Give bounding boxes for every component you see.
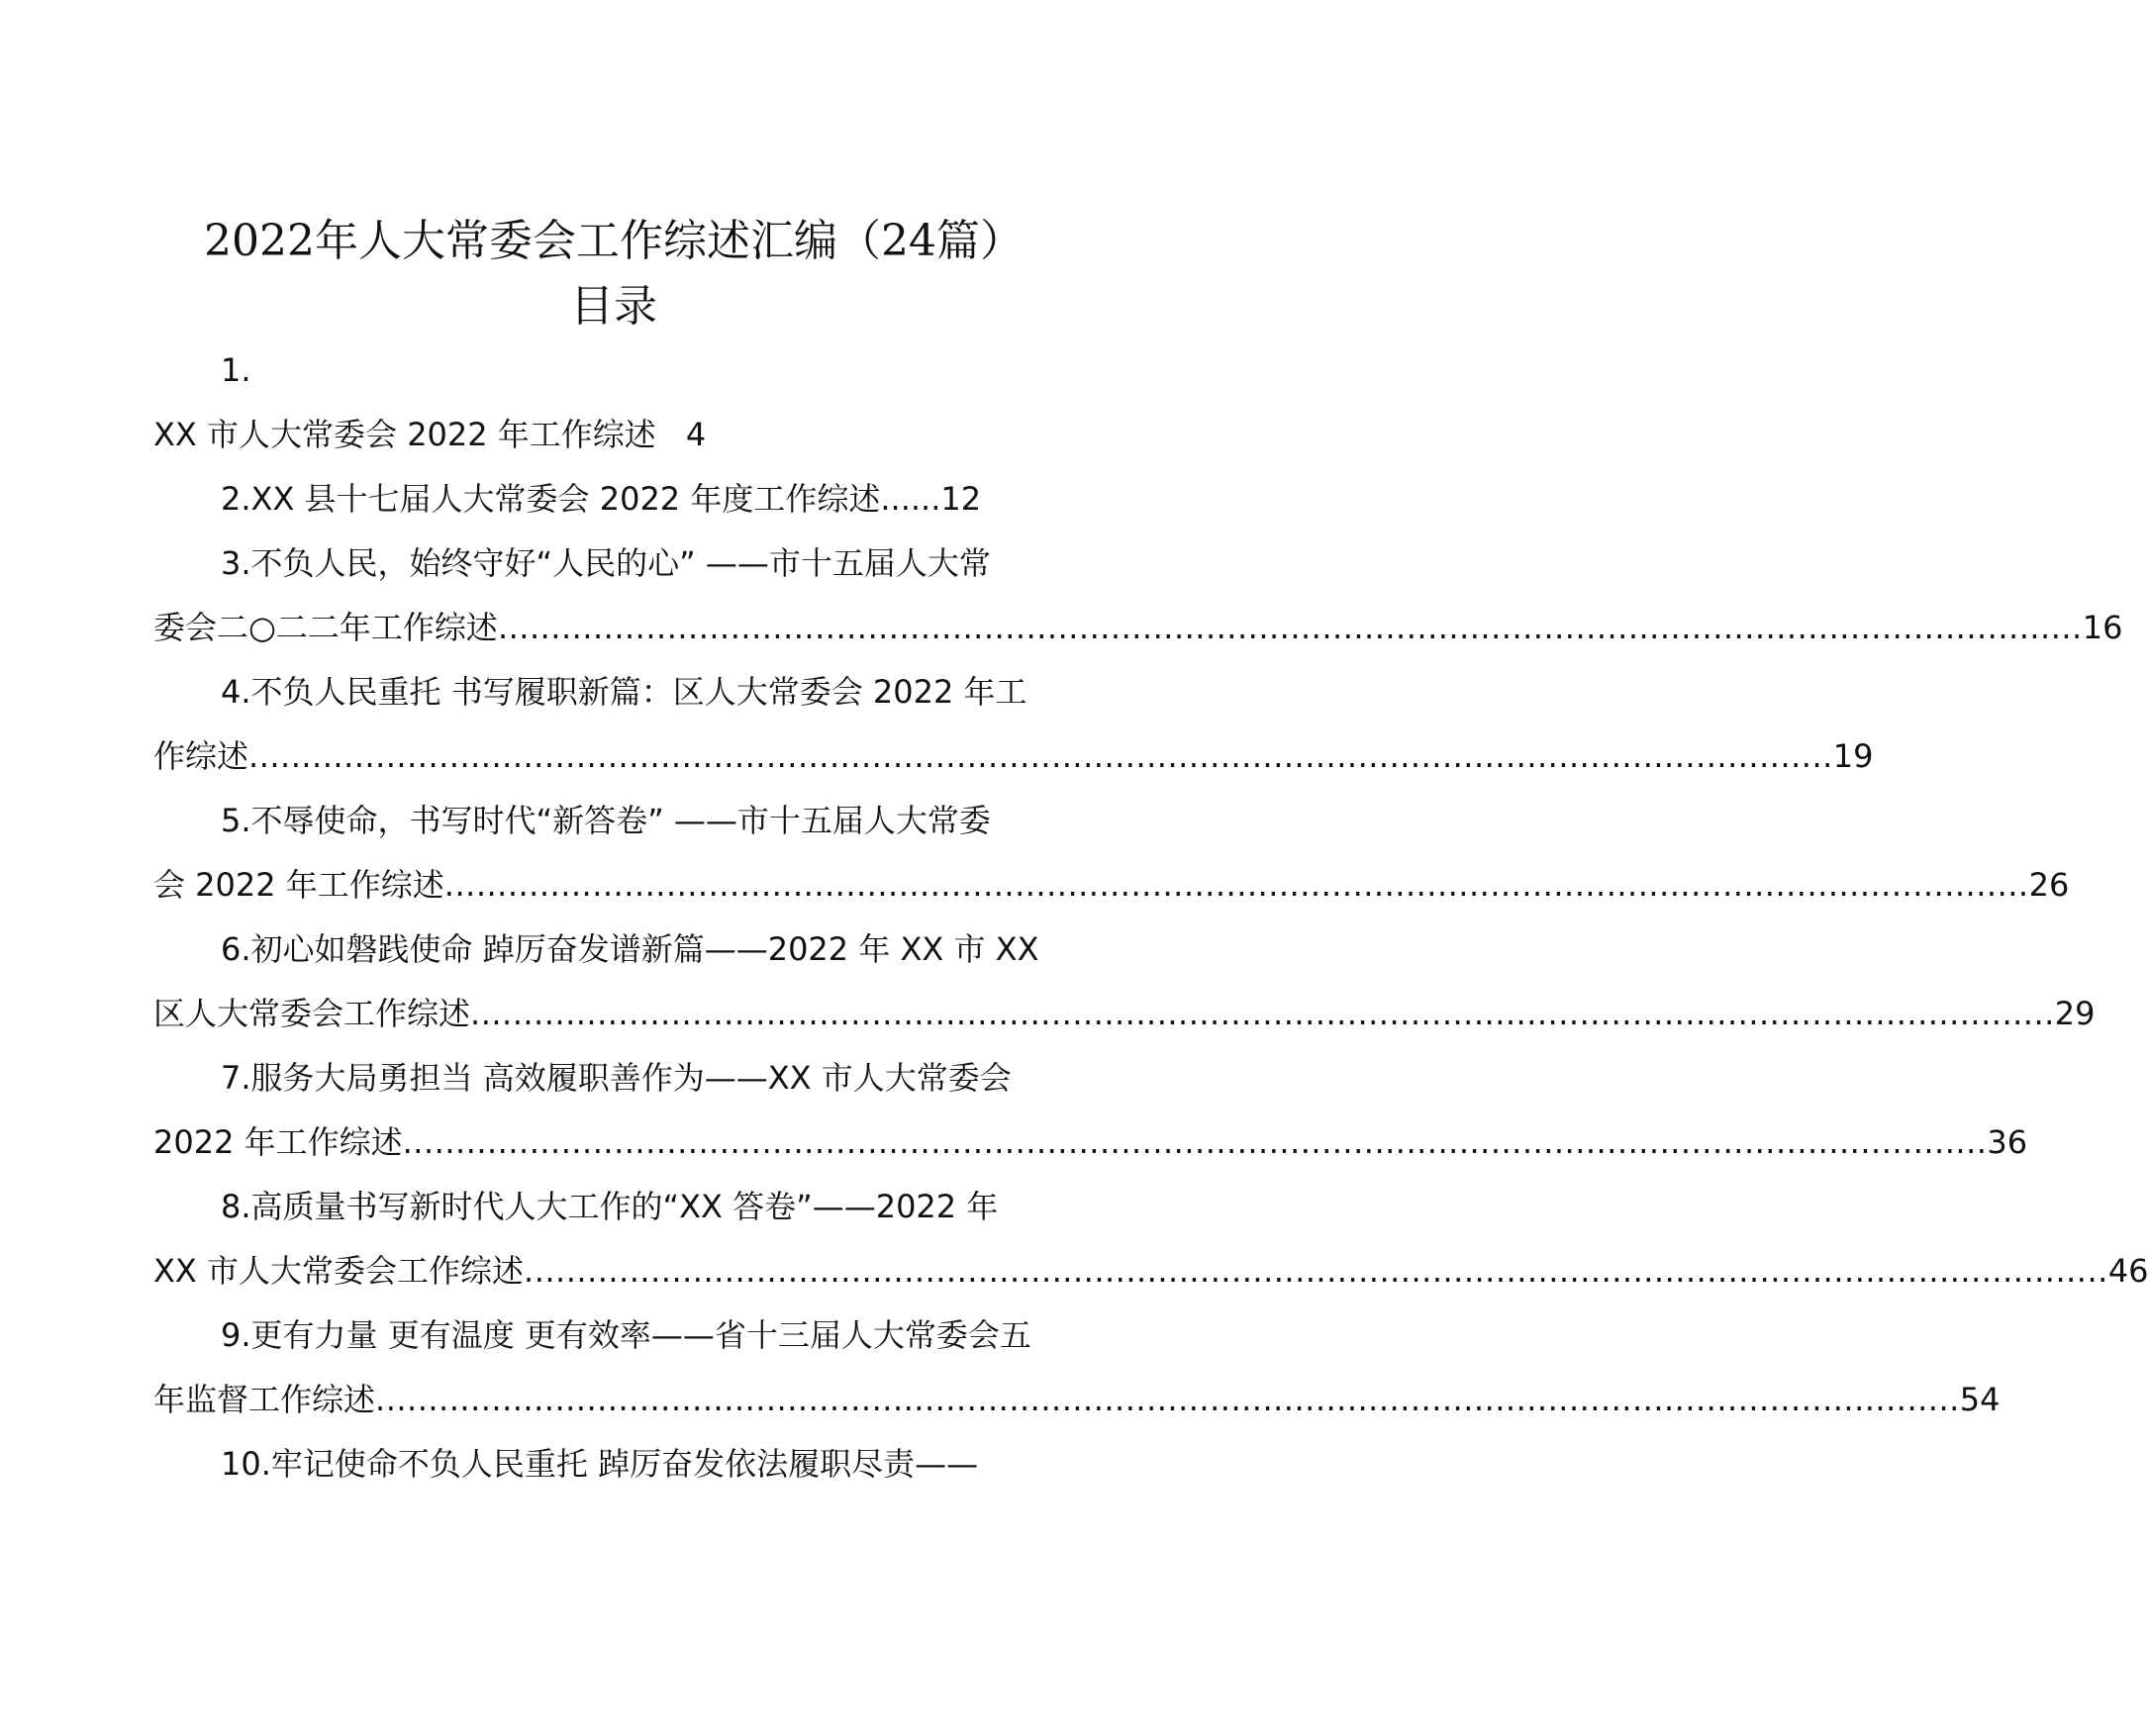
toc-entry-6-leader: ...................................................................................................................................................... bbox=[470, 995, 2055, 1032]
toc-entry-9-line-1[interactable]: 9.更有力量 更有温度 更有效率——省十三届人大常委会五 bbox=[221, 1316, 1031, 1354]
toc-entry-6-line-1[interactable]: 6.初心如磐践使命 踔厉奋发谱新篇——2022 年 XX 市 XX bbox=[221, 930, 1039, 968]
toc-entry-5-text: 会 2022 年工作综述 bbox=[153, 866, 444, 904]
toc-entry-9-line-2[interactable] bbox=[153, 1368, 2001, 1432]
toc-entry-6-text: 区人大常委会工作综述 bbox=[153, 995, 471, 1032]
toc-heading: 目录 bbox=[570, 281, 657, 332]
toc-entry-2-leader: ...... bbox=[880, 480, 941, 518]
toc-entry-3-line-1[interactable]: 3.不负人民，始终守好“人民的心” ——市十五届人大常 bbox=[221, 544, 991, 582]
toc-entry-4-page: 19 bbox=[1832, 737, 1874, 775]
toc-entry-5-line-2[interactable] bbox=[153, 853, 2070, 917]
toc-entry-4-line-2[interactable] bbox=[153, 724, 1874, 789]
title-count: 24 bbox=[880, 216, 936, 266]
toc-entry-1-text: XX 市人大常委会 2022 年工作综述 bbox=[153, 416, 656, 453]
table-of-contents bbox=[153, 338, 2149, 1496]
toc-entry-8-leader: ...................................................................................................................................................... bbox=[524, 1252, 2108, 1290]
toc-entry-8-page: 46 bbox=[2107, 1252, 2149, 1290]
toc-entry-1-page: 4 bbox=[685, 416, 707, 453]
toc-entry-7-line-1[interactable]: 7.服务大局勇担当 高效履职善作为——XX 市人大常委会 bbox=[221, 1059, 1012, 1097]
toc-entry-7-line-2[interactable] bbox=[153, 1110, 2028, 1175]
toc-entry-4-leader: ...................................................................................................................................................... bbox=[248, 737, 1833, 775]
toc-entry-9-page: 54 bbox=[1959, 1381, 2001, 1418]
title-text: 年人大常委会工作综述汇编（ bbox=[314, 216, 881, 266]
toc-entry-8-line-2[interactable] bbox=[153, 1239, 2149, 1303]
toc-entry-5-leader: ...................................................................................................................................................... bbox=[443, 866, 2029, 904]
title-tail: 篇） bbox=[935, 216, 1024, 266]
toc-entry-10-line-1[interactable]: 10.牢记使命不负人民重托 踔厉奋发依法履职尽责—— bbox=[221, 1445, 979, 1483]
toc-entry-3-line-2[interactable] bbox=[153, 596, 2123, 660]
toc-entry-6-page: 29 bbox=[2054, 995, 2096, 1032]
toc-entry-2[interactable] bbox=[153, 467, 1074, 531]
toc-entry-9-leader: ...................................................................................................................................................... bbox=[375, 1381, 1960, 1418]
toc-entry-2-page: 12 bbox=[940, 480, 982, 518]
toc-entry-3-page: 16 bbox=[2082, 609, 2123, 646]
toc-entry-8-text: XX 市人大常委会工作综述 bbox=[153, 1252, 525, 1290]
toc-entry-3-leader: ...................................................................................................................................................... bbox=[497, 609, 2083, 646]
toc-entry-7-leader: ...................................................................................................................................................... bbox=[402, 1123, 1988, 1161]
toc-entry-9-text: 年监督工作综述 bbox=[153, 1381, 376, 1418]
toc-entry-4-text: 作综述 bbox=[153, 737, 249, 775]
toc-entry-8-line-1[interactable]: 8.高质量书写新时代人大工作的“XX 答卷”——2022 年 bbox=[221, 1188, 999, 1225]
toc-entry-3-text: 委会二○二二年工作综述 bbox=[153, 609, 498, 646]
toc-entry-6-line-2[interactable] bbox=[153, 982, 2096, 1046]
toc-entry-7-page: 36 bbox=[1987, 1123, 2028, 1161]
toc-entry-1-number[interactable]: 1. bbox=[221, 351, 251, 389]
toc-entry-7-text: 2022 年工作综述 bbox=[153, 1123, 403, 1161]
toc-entry-2-text: 2.XX 县十七届人大常委会 2022 年度工作综述 bbox=[221, 480, 881, 518]
title-year: 2022 bbox=[204, 216, 315, 266]
toc-entry-4-line-1[interactable]: 4.不负人民重托 书写履职新篇：区人大常委会 2022 年工 bbox=[221, 673, 1027, 711]
toc-entry-5-line-1[interactable]: 5.不辱使命，书写时代“新答卷” ——市十五届人大常委 bbox=[221, 802, 991, 839]
toc-entry-1[interactable] bbox=[153, 403, 1074, 467]
document-title bbox=[0, 214, 1227, 269]
toc-entry-5-page: 26 bbox=[2028, 866, 2070, 904]
